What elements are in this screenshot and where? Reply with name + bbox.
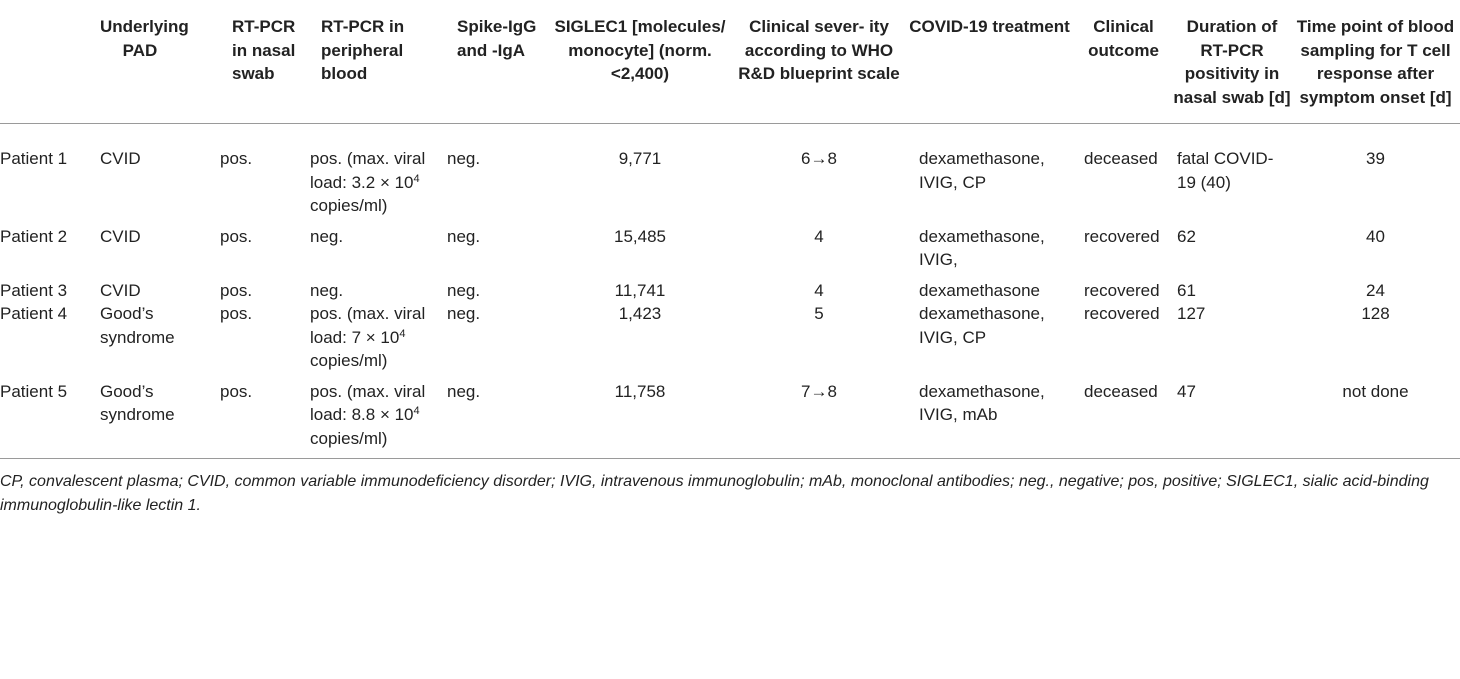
header-treatment: COVID-19 treatment (909, 17, 1070, 36)
cell-outcome: recovered (1084, 226, 1160, 246)
table-header-row (0, 0, 1460, 124)
cell-patient: Patient 5 (0, 381, 68, 401)
cell-duration: 47 (1177, 381, 1196, 401)
table-row (0, 302, 1460, 380)
cell-timepoint: 40 (1366, 226, 1385, 246)
cell-patient: Patient 1 (0, 149, 68, 168)
cell-pad: CVID (100, 280, 141, 300)
cell-outcome: deceased (1084, 381, 1158, 401)
cell-spike: neg. (447, 304, 481, 323)
cell-pad: CVID (100, 149, 141, 168)
cell-patient: Patient 2 (0, 226, 68, 246)
cell-blood: pos. (max. viral load: $8.8 \times 10^4$ copies/ml) (310, 381, 426, 448)
cell-severity: 5 (814, 304, 824, 323)
header-timepoint: Time point of blood sampling for T cell response after symptom onset [d] (1296, 17, 1455, 107)
cell-treatment: dexamethasone, IVIG, (919, 226, 1045, 269)
cell-blood: neg. (310, 280, 344, 300)
cell-nasal: pos. (220, 381, 253, 401)
cell-siglec1: 11,741 (614, 280, 666, 300)
cell-timepoint: not done (1342, 381, 1409, 401)
cell-spike: neg. (447, 381, 481, 401)
cell-spike: neg. (447, 280, 481, 300)
table-row (0, 124, 1460, 225)
cell-patient: Patient 4 (0, 304, 68, 323)
header-duration: Duration of RT-PCR positivity in nasal swab [d] (1173, 17, 1291, 107)
cell-siglec1: 9,771 (618, 149, 662, 168)
cell-siglec1: 11,758 (614, 381, 666, 401)
cell-severity: 6→8 (801, 149, 837, 168)
cell-duration: 61 (1177, 280, 1196, 300)
table-footnote: CP, convalescent plasma; CVID, common variable immunodeficiency disorder; IVIG, intravenous immunoglobulin; mAb, monoclonal antibodies; neg., negative; pos, positive; SIGLEC1, sialic acid-binding immunoglobulin-like lectin 1. (0, 473, 1429, 514)
cell-blood: pos. (max. viral load: $7 \times 10^4$ copies/ml) (310, 304, 426, 370)
table-row (0, 380, 1460, 459)
cell-spike: neg. (447, 226, 481, 246)
cell-pad: CVID (100, 226, 141, 246)
cell-duration: 127 (1177, 304, 1206, 323)
cell-siglec1: 1,423 (618, 304, 662, 323)
cell-duration: 62 (1177, 226, 1196, 246)
cell-siglec1: 15,485 (614, 226, 666, 246)
cell-nasal: pos. (220, 304, 253, 323)
cell-outcome: recovered (1084, 280, 1160, 300)
cell-treatment: dexamethasone (919, 280, 1040, 300)
table-row (0, 279, 1460, 303)
header-siglec1: SIGLEC1 [molecules/ monocyte] (norm. <2,400) (554, 17, 726, 83)
cell-treatment: dexamethasone, IVIG, CP (919, 149, 1045, 192)
cell-treatment: dexamethasone, IVIG, CP (919, 304, 1045, 347)
cell-severity: 4 (814, 226, 824, 246)
cell-outcome: recovered (1084, 304, 1160, 323)
cell-spike: neg. (447, 149, 481, 168)
cell-pad: Good’s syndrome (100, 381, 175, 424)
cell-severity: 7→8 (801, 381, 837, 401)
cell-nasal: pos. (220, 280, 253, 300)
header-severity: Clinical sever- ity according to WHO R&D blueprint scale (738, 17, 900, 83)
cell-timepoint: 39 (1366, 149, 1385, 168)
header-outcome: Clinical outcome (1088, 17, 1159, 60)
cell-blood: neg. (310, 226, 344, 246)
cell-timepoint: 128 (1361, 304, 1390, 323)
cell-nasal: pos. (220, 149, 253, 168)
cell-treatment: dexamethasone, IVIG, mAb (919, 381, 1045, 424)
cell-timepoint: 24 (1366, 280, 1385, 300)
cell-blood: pos. (max. viral load: $3.2 \times 10^4$ copies/ml) (310, 149, 426, 215)
cell-patient: Patient 3 (0, 280, 68, 300)
cell-pad: Good’s syndrome (100, 304, 175, 347)
header-patient (0, 0, 96, 124)
cell-duration: fatal COVID-19 (40) (1177, 149, 1274, 192)
header-underlying-pad: Underlying PAD (100, 17, 189, 60)
cell-severity: 4 (814, 280, 824, 300)
header-spike: Spike-IgG and -IgA (457, 17, 537, 60)
cell-nasal: pos. (220, 226, 253, 246)
header-rt-pcr-blood: RT-PCR in peripheral blood (321, 17, 405, 83)
cell-outcome: deceased (1084, 149, 1158, 168)
header-rt-pcr-nasal: RT-PCR in nasal swab (232, 17, 296, 83)
table-row (0, 225, 1460, 279)
